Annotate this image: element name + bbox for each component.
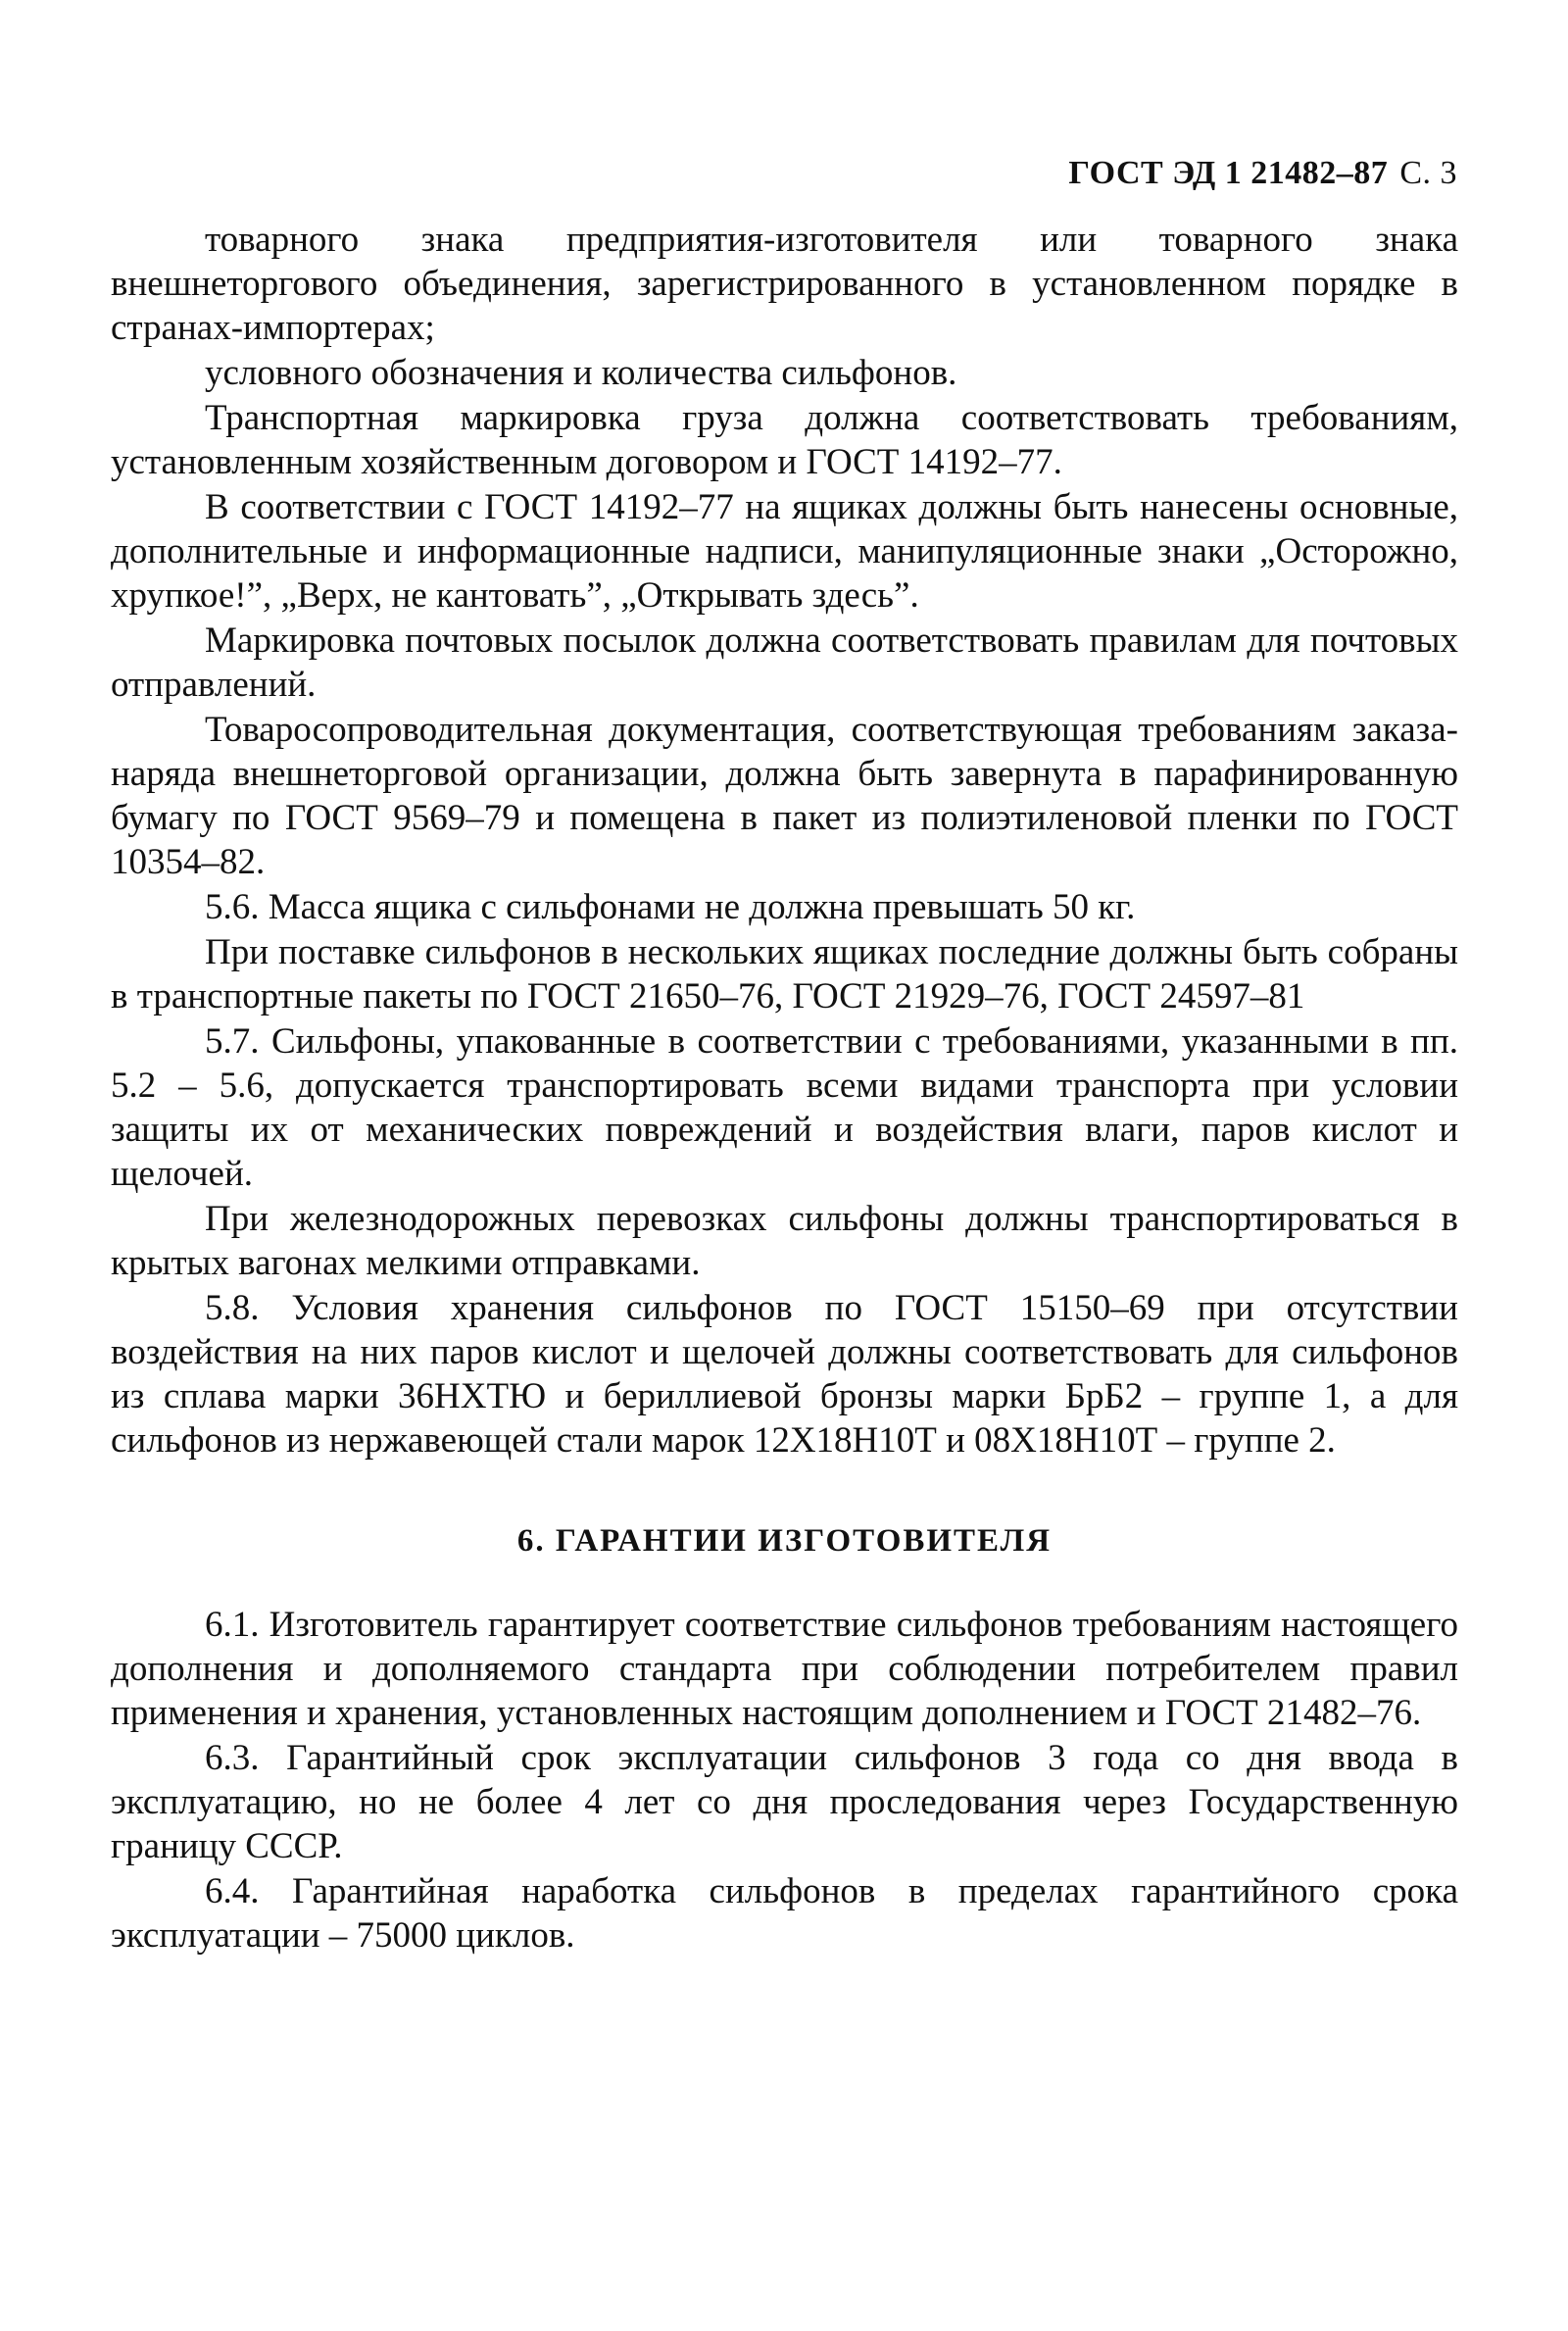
section-title: 6. ГАРАНТИИ ИЗГОТОВИТЕЛЯ (516, 1523, 1053, 1559)
paragraph: 5.8. Условия хранения сильфонов по ГОСТ 15150–69 при отсутствии воздействия на них паров кислот и щелочей должны соответствовать для сильфонов из сплава марки 36НХТЮ и бериллиевой бронзы марки БрБ2 – группе 1, а для сильфонов из нержавеющей стали марок 12Х18Н10Т и 08Х18Н10Т – группе 2. (111, 1288, 1458, 1461)
paragraph: При железнодорожных перевозках сильфоны должны транспортироваться в крытых вагонах мелкими отправками. (111, 1199, 1458, 1283)
running-header (1068, 155, 1457, 192)
paragraph: В соответствии с ГОСТ 14192–77 на ящиках должны быть нанесены основные, дополнительные и информационные надписи, манипуляционные знаки „Осторожно, хрупкое!”, „Верх, не кантовать”, „Открывать здесь”. (111, 487, 1458, 616)
paragraph: Маркировка почтовых посылок должна соответствовать правилам для почтовых отправлений. (111, 620, 1458, 705)
paragraph: 5.6. Масса ящика с сильфонами не должна превышать 50 кг. (205, 887, 1136, 927)
standard-designation: ГОСТ ЭД 1 21482–87 (1068, 155, 1389, 191)
paragraph: Товаросопроводительная документация, соответствующая требованиям заказа-наряда внешнеторговой организации, должна быть завернута в парафинированную бумагу по ГОСТ 9569–79 и помещена в пакет из полиэтиленовой пленки по ГОСТ 10354–82. (111, 710, 1458, 882)
paragraph: 6.3. Гарантийный срок эксплуатации сильфонов 3 года со дня ввода в эксплуатацию, но не более 4 лет со дня проследования через Государственную границу СССР. (111, 1738, 1458, 1866)
paragraph: При поставке сильфонов в нескольких ящиках последние должны быть собраны в транспортные пакеты по ГОСТ 21650–76, ГОСТ 21929–76, ГОСТ 24597–81 (111, 932, 1458, 1017)
paragraph: Транспортная маркировка груза должна соответствовать требованиям, установленным хозяйственным договором и ГОСТ 14192–77. (111, 398, 1458, 482)
paragraph: 5.7. Сильфоны, упакованные в соответствии с требованиями, указанными в пп. 5.2 – 5.6, допускается транспортировать всеми видами транспорта при условии защиты их от механических повреждений и воздействия влаги, паров кислот и щелочей. (111, 1021, 1458, 1194)
paragraph: 6.4. Гарантийная наработка сильфонов в пределах гарантийного срока эксплуатации – 75000 циклов. (111, 1871, 1458, 1956)
page-number: С. 3 (1399, 155, 1457, 191)
paragraph: условного обозначения и количества сильфонов. (205, 353, 957, 393)
paragraph: 6.1. Изготовитель гарантирует соответствие сильфонов требованиям настоящего дополнения и дополняемого стандарта при соблюдении потребителем правил применения и хранения, установленных настоящим дополнением и ГОСТ 21482–76. (111, 1605, 1458, 1733)
paragraph: товарного знака предприятия-изготовителя или товарного знака внешнеторгового объединения, зарегистрированного в установленном порядке в странах-импортерах; (111, 220, 1458, 348)
body-text (111, 218, 1458, 1959)
